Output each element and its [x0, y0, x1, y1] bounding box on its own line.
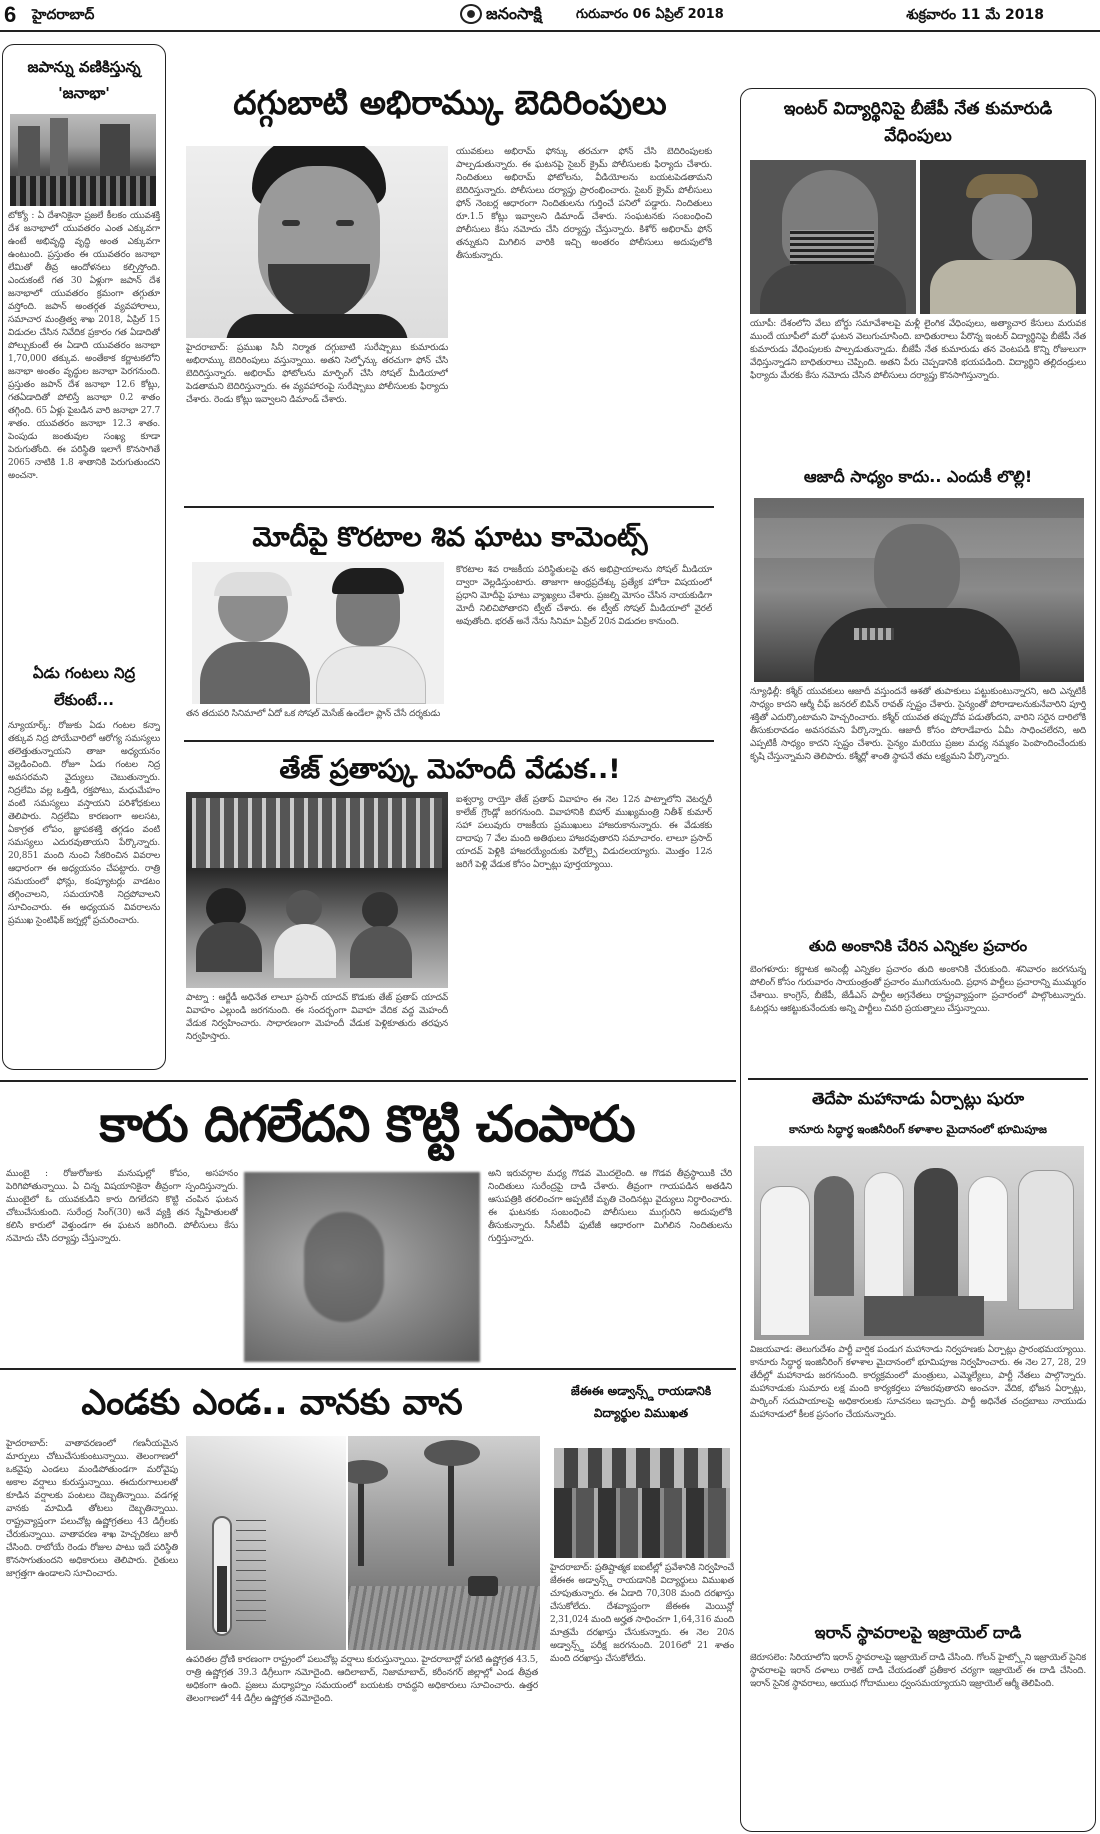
- mahanadu-subheadline: కానూరు సిద్ధార్థ ఇంజినీరింగ్ కళాశాల మైదానంలో భూమిపూజ: [789, 1123, 1047, 1136]
- center-mid-divider: [184, 740, 714, 742]
- car-banner-headline: కారు దిగలేదని కొట్టి చంపారు: [99, 1095, 635, 1153]
- masthead-rule: [0, 30, 1100, 32]
- japan-story-body: టోక్యో : ఏ దేశానికైనా ప్రజలే కీలకం యువశక్తి దేశ జనాభాలో యువతరం ఎంత ఎక్కువగా ఉంటే అభివృద్ధి వృద్ధి అంత ఎక్కువగా ఉంటుంది. ప్రస్తుతం ఈ యువతరం జనాభా లేమితో తీవ్ర ఆందోళనలు కల్పిస్తోంది. ఎందుకంటే గత 30 ఏళ్లుగా జపాన్ దేశ జనాభాలో యువతరం క్రమంగా తగ్గుతూ వస్తోంది. జపాన్ అంతర్గత వ్యవహారాలు, సమాచార మంత్రిత్వ శాఖ 2018, ఏప్రిల్ 15 విడుదల చేసిన నివేదిక ప్రకారం గత ఏడాదితో పోల్చుకుంటే ఈ ఏడాది యువతరం జనాభా 1,70,000 తక్కువ. అంతేకాక కర్ణాటకలోని జనాభా అంతం వృద్ధుల జనాభా పెరగనుంది. ప్రస్తుతం జపాన్ దేశ జనాభా 12.6 కోట్లు, గతఏడాదితో పోలిస్తే జనాభా 0.2 శాతం తగ్గింది. 65 ఏళ్లు పైబడిన వారి జనాభా 27.7 శాతం. యువతరం జనాభా 12.3 శాతం. పెంపుడు జంతువుల సంఖ్య కూడా పెరుగుతోంది. ఈ పరిస్థితి ఇలాగే కొనసాగితే 2065 నాటికి 1.8 శాతానికి పెరుగుతుందని అంచనా.: [8, 211, 160, 481]
- paper-date: గురువారం 06 ఏప్రిల్ 2018: [576, 7, 724, 22]
- masthead: [0, 0, 1100, 30]
- mahanadu-body: విజయవాడ: తెలుగుదేశం పార్టీ వార్షిక పండుగ మహానాడు నిర్వహణకు ఏర్పాట్లు ప్రారంభమయ్యాయి. కానూరు సిద్ధార్థ ఇంజినీరింగ్ కళాశాల మైదానంలో భూమిపూజ నిర్వహించారు. ఈ నెల 27, 28, 29 తేదీల్లో మహానాడు జరగనుంది. కార్యక్రమంలో మంత్రులు, ఎమ్మెల్యేలు, పార్టీ నేతలు పాల్గొన్నారు. మహానాడుకు సుమారు లక్ష మంది కార్యకర్తలు హాజరవుతారని అంచనా. వేదిక, భోజన ఏర్పాట్లు, పార్కింగ్ సదుపాయాలపై అధికారులకు సూచనలు ఇచ్చారు. పార్టీ అధినేత చంద్రబాబు నాయుడు మహానాడులో కీలక ప్రసంగం చేయనున్నారు.: [750, 1345, 1086, 1420]
- sleep-story-body: న్యూయార్క్: రోజుకు ఏడు గంటల కన్నా తక్కువ నిద్ర పోయేవారిలో ఆరోగ్య సమస్యలు తలెత్తుతున్నాయని తాజా అధ్యయనం వెల్లడించింది. రోజూ ఏడు గంటల నిద్ర అవసరమని వైద్యులు చెబుతున్నారు. నిద్రలేమి వల్ల ఒత్తిడి, రక్తపోటు, మధుమేహం వంటి సమస్యలు వస్తాయని పరిశోధకులు తెలిపారు. నిద్రలేమి కారణంగా అలసట, ఏకాగ్రత లోపం, జ్ఞాపకశక్తి తగ్గడం వంటి సమస్యలు ఎదురవుతాయని పేర్కొన్నారు. 20,851 మంది నుంచి సేకరించిన వివరాల ఆధారంగా ఈ అధ్యయనం చేపట్టారు. రాత్రి సమయంలో ఫోన్లు, కంప్యూటర్లు వాడటం తగ్గించాలని, సమయానికి నిద్రపోవాలని సూచించారు. ఈ అధ్యయన వివరాలను ప్రముఖ సైంటిఫిక్ జర్నల్లో ప్రచురించారు.: [8, 721, 160, 926]
- tej-headline: తేజ్ ప్రతాప్కు మెహందీ వేడుక..!: [279, 754, 621, 785]
- army-chief-photo: [754, 498, 1084, 682]
- israel-body: జెరూసలెం: సిరియాలోని ఇరాన్ స్థావరాలపై ఇజ్రాయెల్ దాడి చేసింది. గోలన్ హైట్స్లోని ఇజ్రాయెల్ సైనిక స్థావరాలపై ఇరాన్ దళాలు రాకెట్ దాడి చేయడంతో ప్రతీకార చర్యగా ఇజ్రాయెల్ ఈ దాడి చేసింది. ఇరాన్ సైనిక స్థావరాలు, ఆయుధ గోదాములు ధ్వంసమయ్యాయని ఇజ్రాయెల్ ఆర్మీ తెలిపింది.: [750, 1653, 1086, 1689]
- edition-label: హైదరాబాద్: [32, 7, 95, 23]
- jee-headline: జేఈఈ అడ్వాన్స్డ్ రాయడానికి విద్యార్థుల విముఖత: [570, 1384, 712, 1420]
- weather-body: హైదరాబాద్: వాతావరణంలో గణనీయమైన మార్పులు చోటుచేసుకుంటున్నాయి. తెలంగాణలో ఒకవైపు ఎండలు మండిపోతుండగా మరోవైపు అకాల వర్షాలు కురుస్తున్నాయి. ఈదురుగాలులతో కూడిన వర్షాలకు పంటలు దెబ్బతిన్నాయి. వడగళ్ల వానకు మామిడి తోటలు దెబ్బతిన్నాయి. రాష్ట్రవ్యాప్తంగా పలుచోట్ల ఉష్ణోగ్రతలు 43 డిగ్రీలకు చేరుకున్నాయి. వాతావరణ శాఖ హెచ్చరికలు జారీ చేసింది. రాబోయే రెండు రోజుల పాటు ఇదే పరిస్థితి కొనసాగుతుందని అధికారులు తెలిపారు. రైతులు జాగ్రత్తగా ఉండాలని సూచించారు.: [6, 1439, 178, 1579]
- koratala-body: కొరటాల శివ రాజకీయ పరిస్థితులపై తన అభిప్రాయాలను సోషల్ మీడియా ద్వారా వెల్లడిస్తుంటారు. తాజాగా ఆంధ్రప్రదేశ్కు ప్రత్యేక హోదా విషయంలో ప్రధాని మోదీపై ఘాటు వ్యాఖ్యలు చేశారు. ప్రజల్ని మోసం చేసిన నాయకుడిగా మోదీ నిలిచిపోతారని ట్వీట్ చేశారు. ఈ ట్వీట్ సోషల్ మీడియాలో వైరల్ అవుతోంది. భరత్ అనే నేను సినిమా ఏప్రిల్ 20న విడుదల కానుంది.: [456, 565, 712, 627]
- crime-scene-photo: [244, 1172, 480, 1362]
- inter-student-headline: ఇంటర్ విద్యార్థినిపై బీజేపీ నేత కుమారుడి వేధింపులు: [783, 99, 1053, 146]
- thermometer-photo: [186, 1436, 346, 1650]
- center-top-divider: [184, 506, 714, 508]
- modi-koratala-photo: [192, 562, 444, 704]
- mahanadu-headline: తెదేపా మహానాడు ఏర్పాట్లు షురూ: [811, 1089, 1025, 1108]
- sleep-story-title: ఏడు గంటలు నిద్ర లేకుంటే...: [32, 664, 136, 709]
- azadi-headline: ఆజాదీ సాధ్యం కాదు.. ఎందుకీ లొల్లి!: [803, 467, 1033, 486]
- paper-name: జనంసాక్షి: [486, 4, 542, 23]
- right-date: శుక్రవారం 11 మే 2018: [906, 7, 1044, 23]
- students-photo: [554, 1448, 730, 1558]
- abhiram-caption: హైదరాబాద్: ప్రముఖ సినీ నిర్మాత దగ్గుబాటి సురేష్బాబు కుమారుడు అభిరామ్కు బెదిరింపులు వస్తున్నాయి. అతని సెల్ఫోన్కు తరచుగా ఫోన్ చేసి బెదిరిస్తున్నారు. అభిరామ్ ఫోటోలను మార్ఫింగ్ చేసి సోషల్ మీడియాలో పెడతామని బెదిరిస్తున్నారు. ఈ వ్యవహారంపై సురేష్బాబు పోలీసులకు ఫిర్యాదు చేశారు. రెండు కోట్లు ఇవ్వాలని డిమాండ్ చేశారు.: [186, 343, 448, 405]
- victim-veiled-photo: [750, 160, 916, 314]
- jee-body: హైదరాబాద్: ప్రతిష్టాత్మక ఐఐటీల్లో ప్రవేశానికి నిర్వహించే జేఈఈ అడ్వాన్స్డ్ రాయడానికి విద్యార్థులు విముఖత చూపుతున్నారు. ఈ ఏడాది 70,308 మంది దరఖాస్తు చేసుకోలేదు. దేశవ్యాప్తంగా జేఈఈ మెయిన్లో 2,31,024 మంది అర్హత సాధించగా 1,64,316 మంది మాత్రమే దరఖాస్తు చేసుకున్నారు. ఈ నెల 20న అడ్వాన్స్డ్ పరీక్ష జరగనుంది. 2016లో 21 శాతం మంది దరఖాస్తు చేసుకోలేదు.: [550, 1563, 734, 1664]
- right-column-divider: [748, 1078, 1088, 1080]
- election-headline: తుది అంకానికి చేరిన ఎన్నికల ప్రచారం: [808, 937, 1028, 955]
- banner-bottom-rule: [0, 1368, 736, 1370]
- abhiram-headline: దగ్గుబాటి అభిరామ్కు బెదిరింపులు: [233, 83, 667, 122]
- israel-headline: ఇరాన్ స్థావరాలపై ఇజ్రాయెల్ దాడి: [814, 1623, 1022, 1642]
- paper-logo-icon: [460, 4, 482, 24]
- inter-student-body: యూపీ: దేశంలోని వేలు బోర్డు సమావేశాలపై మళ్లీ లైంగిక వేధింపులు, అత్యాచార కేసులు మరువక ముందే యూపీలో మరో ఘటన వెలుగుచూసింది. బాధితురాలు పేరొన్న ఇంటర్ విద్యార్థినిపై బీజేపీ నేత కుమారుడు వేధింపులకు పాల్పడుతున్నాడు. బీజేపీ నేత కుమారుడు తన వెంటపడి కొన్ని రోజులుగా వేధిస్తున్నాడని బాధితురాలు చెప్పింది. అతని పేరు చెప్పడానికి భయపడింది. విద్యార్థిని తల్లిదండ్రులు ఫిర్యాదు మేరకు కేసు నమోదు చేసిన పోలీసులు దర్యాప్తు కొనసాగిస్తున్నారు.: [750, 319, 1086, 381]
- koratala-caption: తన తదుపరి సినిమాలో ఏదో ఒక సోషల్ మెసేజ్ ఉండేలా ప్లాన్ చేసే దర్శకుడు: [186, 709, 440, 719]
- car-story-body-right: అని ఇరువర్గాల మధ్య గొడవ మొదలైంది. ఆ గొడవ తీవ్రస్థాయికి చేరి నిందితులు సురేంద్రపై దాడి చేశారు. తీవ్రంగా గాయపడిన అతడిని ఆసుపత్రికి తరలించగా అప్పటికే మృతి చెందినట్లు వైద్యులు నిర్ధారించారు. ఈ ఘటనకు సంబంధించి పోలీసులు ముగ్గురిని అదుపులోకి తీసుకున్నారు. సీసీటీవీ ఫుటేజీ ఆధారంగా మిగిలిన నిందితులను గుర్తిస్తున్నారు.: [488, 1169, 732, 1244]
- tej-caption: పాట్నా : ఆర్జేడీ అధినేత లాలూ ప్రసాద్ యాదవ్ కొడుకు తేజ్ ప్రతాప్ యాదవ్ వివాహం ఎల్లుండి జరగనుంది. ఈ సందర్భంగా వివాహ వేదిక వద్ద మెహందీ వేడుక నిర్వహించారు. సాధారణంగా మెహందీ వేడుక పెళ్లికూతురు తరఫున నిర్వహిస్తారు.: [186, 993, 448, 1042]
- japan-crowd-photo: [10, 114, 156, 206]
- police-officer-photo: [920, 160, 1086, 314]
- weather-headline: ఎండకు ఎండ.. వానకు వాన: [81, 1383, 463, 1423]
- abhiram-portrait-photo: [186, 146, 448, 338]
- banner-top-rule: [0, 1080, 736, 1082]
- mehandi-ceremony-photo: [186, 792, 448, 988]
- azadi-body: న్యూఢిల్లీ: కశ్మీర్ యువకులు ఆజాదీ వస్తుందనే ఆశతో తుపాకులు పట్టుకుంటున్నారని, అది ఎన్నటికీ సాధ్యం కాదని ఆర్మీ చీఫ్ జనరల్ బిపిన్ రావత్ స్పష్టం చేశారు. సైన్యంతో పోరాడాలనుకునేవారిని పూర్తి శక్తితో ఎదుర్కొంటామని హెచ్చరించారు. కశ్మీర్ యువత తప్పుదోవ పడుతోందని, వారిని సరైన దారిలోకి తీసుకురావడం అవసరమని పేర్కొన్నారు. ఆజాదీ కోసం పోరాడేవారు ఏమీ సాధించలేరని, అది ఎప్పటికీ సాధ్యం కాదని స్పష్టం చేశారు. సైన్యం మరియు ప్రజల మధ్య నమ్మకం పెంపొందించేందుకు కృషి చేస్తున్నామని తెలిపారు. కశ్మీర్లో శాంతి స్థాపనే తమ లక్ష్యమని పేర్కొన్నారు.: [750, 687, 1086, 762]
- rain-street-photo: [348, 1436, 540, 1650]
- car-story-body-left: ముంబై : రోజురోజుకు మనుషుల్లో కోపం, అసహనం పెరిగిపోతున్నాయి. ఏ చిన్న విషయానికైనా తీవ్రంగా స్పందిస్తున్నారు. ముంబైలో ఓ యువకుడిని కారు దిగలేదని కొట్టి చంపిన ఘటన చోటుచేసుకుంది. సురేంద్ర సింగ్(30) అనే వ్యక్తి తన స్నేహితులతో కలిసి కారులో వెళ్తుండగా ఈ ఘటన జరిగింది. పోలీసులు కేసు నమోదు చేసి దర్యాప్తు చేస్తున్నారు.: [6, 1169, 238, 1244]
- bhoomi-puja-photo: [754, 1146, 1084, 1340]
- weather-body-continued: ఉపరితల ద్రోణి కారణంగా రాష్ట్రంలో పలుచోట్ల వర్షాలు కురుస్తున్నాయి. హైదరాబాద్లో పగటి ఉష్ణోగ్రత 43.5, రాత్రి ఉష్ణోగ్రత 39.3 డిగ్రీలుగా నమోదైంది. ఆదిలాబాద్, నిజామాబాద్, కరీంనగర్ జిల్లాల్లో ఎండ తీవ్రత అధికంగా ఉంది. ప్రజలు మధ్యాహ్నం సమయంలో బయటకు రావద్దని అధికారులు సూచించారు. ఉత్తర తెలంగాణలో 44 డిగ్రీల ఉష్ణోగ్రత నమోదైంది.: [186, 1655, 538, 1704]
- tej-body: ఐశ్వర్యా రాయ్తో తేజ్ ప్రతాప్ వివాహం ఈ నెల 12న పాట్నాలోని వెటర్నరీ కాలేజ్ గ్రౌండ్లో జరగనుంది. వివాహానికి బిహార్ ముఖ్యమంత్రి నితీశ్ కుమార్ సహా పలువురు రాజకీయ ప్రముఖులు హాజరుకానున్నారు. ఈ వేడుకకు దాదాపు 7 వేల మంది అతిథులు హాజరవుతారని సమాచారం. లాలూ ప్రసాద్ యాదవ్ పెళ్లికి హాజరయ్యేందుకు పెరోల్పై విడుదలయ్యారు. మొత్తం 12న జరిగే పెళ్లి వేడుక కోసం ఏర్పాట్లు పూర్తయ్యాయి.: [456, 795, 712, 870]
- koratala-headline: మోదీపై కొరటాల శివ ఘాటు కామెంట్స్: [252, 522, 648, 553]
- abhiram-body: యువకులు అభిరామ్ ఫోన్కు తరచుగా ఫోన్ చేసి బెదిరింపులకు పాల్పడుతున్నారు. ఈ ఘటనపై సైబర్ క్రైమ్ పోలీసులకు ఫిర్యాదు చేశారు. నిందితులు అభిరామ్ ఫోటోలను, వీడియోలను బయటపెడతామని బెదిరిస్తున్నారు. పోలీసులు దర్యాప్తు ప్రారంభించారు. సైబర్ క్రైమ్ పోలీసులు ఫోన్ నెంబర్ల ఆధారంగా నిందితులను గుర్తించే పనిలో పడ్డారు. నిందితులు రూ.1.5 కోట్లు ఇవ్వాలని డిమాండ్ చేశారు. సంఘటనకు సంబంధించి పోలీసులు కేసు నమోదు చేసి దర్యాప్తు చేస్తున్నారు. కిశోర్ అభిరామ్ ఫోన్ తన్నుకుని మిగిలిన వారికి ఇచ్చి అంతరం పోలీసులు అదుపులోకి తీసుకున్నారు.: [456, 147, 712, 261]
- election-body: బెంగళూరు: కర్ణాటక అసెంబ్లీ ఎన్నికల ప్రచారం తుది అంకానికి చేరుకుంది. శనివారం జరగనున్న పోలింగ్ కోసం గురువారం సాయంత్రంతో ప్రచారం ముగియనుంది. ప్రధాన పార్టీలు ప్రచారాన్ని ముమ్మరం చేశాయి. కాంగ్రెస్, బీజేపీ, జేడీఎస్ పార్టీల అగ్రనేతలు రాష్ట్రవ్యాప్తంగా ప్రచారంలో పాల్గొంటున్నారు. ఓటర్లను ఆకట్టుకునేందుకు అన్ని పార్టీలు చివరి ప్రయత్నాలు చేస్తున్నాయి.: [750, 965, 1086, 1014]
- page-number: 6: [4, 2, 17, 27]
- japan-story-title: జపాన్ను వణికిస్తున్న 'జనాభా': [27, 58, 141, 102]
